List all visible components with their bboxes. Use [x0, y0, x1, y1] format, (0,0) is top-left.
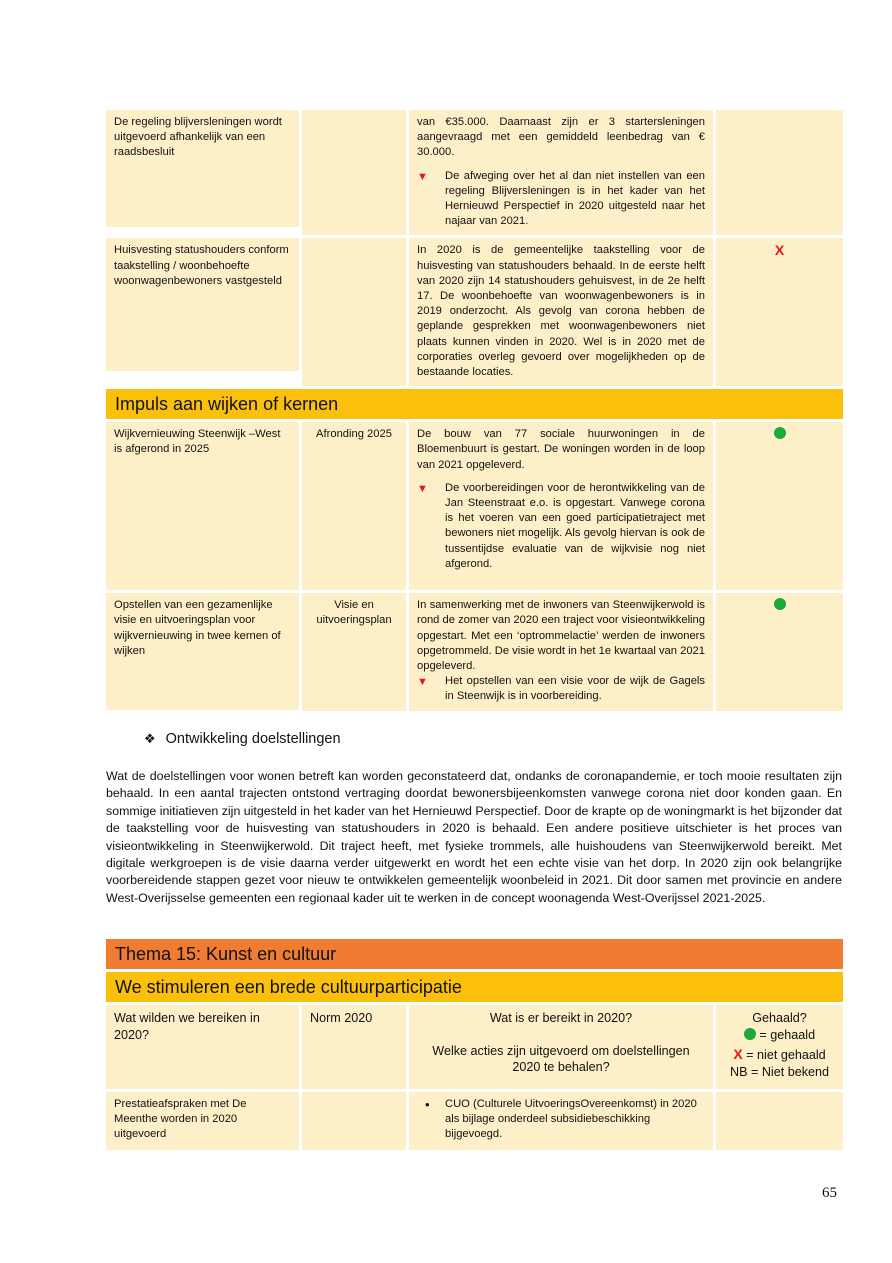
- section-band: [106, 389, 843, 419]
- subtheme-band: [106, 972, 843, 1002]
- indented-point: [417, 481, 705, 572]
- culture-table: [106, 939, 843, 1153]
- goal-cell: [106, 110, 299, 227]
- header-status-text: Gehaald?: [752, 1011, 807, 1025]
- header-goal: [106, 1005, 299, 1089]
- achieved-point-text: De afweging over het al dan niet instellen van een regeling Blijversleningen is in het kader van het Hernieuwd Perspectief in 2020 uitgesteld naar het najaar van 2021.: [445, 169, 705, 228]
- red-triangle-icon: ▼: [417, 676, 428, 689]
- indented-point: [417, 169, 705, 230]
- goal-text: Opstellen van een gezamenlijke visie en uitvoeringsplan voor wijkvernieuwing in twee kernen of wijken: [114, 599, 281, 657]
- goal-cell: [106, 238, 299, 371]
- status-cell: [716, 422, 843, 590]
- achieved-text: CUO (Culturele UitvoeringsOvereenkomst) in 2020 als bijlage onderdeel subsidiebeschikking bijgevoegd.: [445, 1098, 697, 1141]
- diamond-bullet-icon: ❖: [144, 731, 156, 746]
- norm-cell: [302, 238, 406, 386]
- table-header-row: [106, 1005, 843, 1089]
- header-status: [716, 1005, 843, 1089]
- header-achieved-text: Wat is er bereikt in 2020?: [489, 1011, 633, 1025]
- green-dot-icon: [774, 427, 786, 439]
- legend-achieved: [724, 1027, 835, 1044]
- table-row: [106, 238, 843, 386]
- section-heading-text: Ontwikkeling doelstellingen: [165, 731, 341, 747]
- header-actions-text: Welke acties zijn uitgevoerd om doelstellingen 2020 te behalen?: [432, 1043, 690, 1074]
- header-achieved: [409, 1005, 713, 1089]
- woning-table: [106, 110, 843, 714]
- legend-not-achieved-text: = niet gehaald: [746, 1048, 826, 1062]
- table-row: [106, 593, 843, 710]
- norm-text: Visie en uitvoeringsplan: [316, 599, 392, 627]
- band-title: Impuls aan wijken of kernen: [115, 393, 339, 414]
- table-row: [106, 1092, 843, 1150]
- bullet-dot-icon: •: [425, 1097, 430, 1112]
- norm-cell: [302, 1092, 406, 1150]
- goal-text: Prestatieafspraken met De Meenthe worden in 2020 uitgevoerd: [114, 1098, 247, 1141]
- status-cell: [716, 238, 843, 386]
- goal-text: De regeling blijversleningen wordt uitgevoerd afhankelijk van een raadsbesluit: [114, 116, 282, 159]
- theme-band: [106, 939, 843, 969]
- body-paragraph: Wat de doelstellingen voor wonen betreft kan worden geconstateerd dat, ondanks de coronapandemie, er toch mooie resultaten zijn behaald. In een aantal trajecten ontstond vertraging doordat bewonersbijeenkomsten vanwege corona niet door konden gaan. En sommige initiatieven zijn uitgesteld in het kader van het Hernieuwd Perspectief. Door de krapte op de woningmarkt is het bijzonder dat de taakstelling voor de huisvesting van statushouders in 2020 is behaald. Een andere positieve uitschieter is het proces van visieontwikkeling in Steenwijkerwold. Dit traject heeft, met fysieke trommels, alle huishoudens van Steenwijkerwold bereikt. Met digitale werkgroepen is de visie daarna verder uitgewerkt en wordt het een echte visie van het dorp. In 2020 zijn ook belangrijke voorbereidende stappen gezet voor nieuw te ontwikkelen gemeentelijk woonbeleid in 2021. Dit door samen met provincie en andere West-Overijsselse gemeenten een regionaal kader uit te werken in de concept woonagenda West-Overijssel 2021-2025.: [106, 769, 842, 905]
- achieved-text: De bouw van 77 sociale huurwoningen in de Bloemenbuurt is gestart. De woningen worden in de loop van 2021 opgeleverd.: [417, 428, 705, 471]
- header-norm-text: Norm 2020: [310, 1011, 373, 1025]
- status-cell: [716, 110, 843, 235]
- achieved-text: In samenwerking met de inwoners van Steenwijkerwold is rond de zomer van 2020 een traject voor visieontwikkeling opgestart. Met een ‘optrommelactie’ werden de inwoners opgetrommeld. De visie wordt in het 1e kwartaal van 2021 opgeleverd.: [417, 599, 705, 673]
- goal-cell: [106, 1092, 299, 1150]
- goal-text: Wijkvernieuwing Steenwijk –West is afgerond in 2025: [114, 428, 281, 456]
- achieved-cell: [409, 422, 713, 590]
- achieved-cell: [409, 1092, 713, 1150]
- achieved-point-text: Het opstellen van een visie voor de wijk de Gagels in Steenwijk is in voorbereiding.: [445, 675, 705, 703]
- header-goal-text: Wat wilden we bereiken in 2020?: [114, 1011, 260, 1042]
- page-number: 65: [822, 1185, 837, 1201]
- header-norm: [302, 1005, 406, 1089]
- red-triangle-icon: ▼: [417, 482, 428, 495]
- goal-cell: [106, 422, 299, 590]
- norm-cell: [302, 422, 406, 590]
- indented-point: [417, 674, 705, 704]
- red-triangle-icon: ▼: [417, 170, 428, 183]
- status-cell: [716, 593, 843, 710]
- section-heading: [144, 731, 341, 747]
- achieved-cell: [409, 238, 713, 386]
- legend-not-achieved: [724, 1046, 835, 1064]
- status-cell: [716, 1092, 843, 1150]
- not-achieved-x-icon: X: [774, 242, 785, 259]
- green-dot-icon: [744, 1028, 756, 1040]
- table-row: [106, 110, 843, 235]
- table-row: [106, 422, 843, 590]
- achieved-text: In 2020 is de gemeentelijke taakstelling voor de huisvesting van statushouders behaald. In de eerste helft van 2020 zijn 14 statushouders gehuisvest, in de 2e helft 17. De woonbehoefte van woonwagenbewoners is in 2019 onderzocht. Als gevolg van corona hebben de geplande gesprekken met woonwagenbewoners niet plaats kunnen vinden in 2020. Wel is in 2020 met de corporaties overleg gevoerd over mogelijkheden op de bestaande locaties.: [417, 244, 705, 379]
- norm-text: Afronding 2025: [316, 428, 392, 441]
- bullet-point: [417, 1097, 705, 1143]
- theme-title: Thema 15: Kunst en cultuur: [115, 943, 337, 964]
- norm-cell: [302, 110, 406, 235]
- not-achieved-x-icon: X: [733, 1046, 743, 1062]
- achieved-cell: [409, 593, 713, 710]
- achieved-text: van €35.000. Daarnaast zijn er 3 startersleningen aangevraagd met een gemiddeld leenbedrag van € 30.000.: [417, 116, 705, 159]
- norm-cell: [302, 593, 406, 710]
- achieved-cell: [409, 110, 713, 235]
- legend-achieved-text: = gehaald: [759, 1027, 816, 1042]
- goal-text: Huisvesting statushouders conform taakstelling / woonbehoefte woonwagenbewoners vastgesteld: [114, 244, 289, 287]
- legend-unknown-text: NB = Niet bekend: [729, 1064, 830, 1079]
- goal-cell: [106, 593, 299, 710]
- achieved-point-text: De voorbereidingen voor de herontwikkeling van de Jan Steenstraat e.o. is opgestart. Vanwege corona is het voeren van een goed participatietraject met bewoners niet mogelijk. Als gevolg hiervan is ook de tussentijdse evaluatie van de wijkvisie nog niet afgerond.: [445, 481, 705, 570]
- green-dot-icon: [774, 598, 786, 610]
- subtheme-title: We stimuleren een brede cultuurparticipatie: [115, 976, 462, 997]
